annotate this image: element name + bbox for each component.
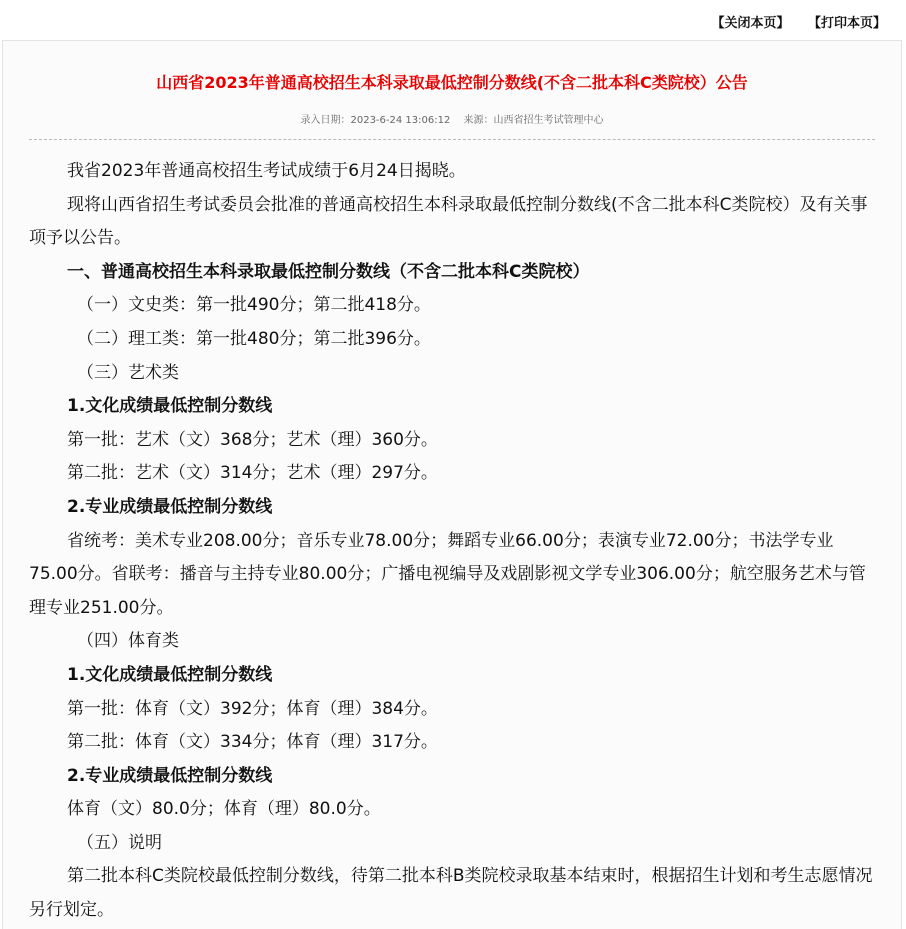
sports-major-scores: 体育（文）80.0分；体育（理）80.0分。	[67, 799, 381, 820]
title-divider	[29, 139, 875, 140]
paragraph-announcement: 现将山西省招生考试委员会批准的普通高校招生本科录取最低控制分数线(不含二批本科C类院校）及有关事项予以公告。	[29, 194, 868, 249]
article-meta	[3, 111, 901, 126]
sports-culture-batch2: 第二批：体育（文）334分；体育（理）317分。	[67, 732, 438, 753]
item-science: （二）理工类：第一批480分；第二批396分。	[77, 328, 431, 349]
close-page-link[interactable]: 【关闭本页】	[711, 16, 790, 31]
meta-source: 来源：山西省招生考试管理中心	[463, 115, 604, 126]
paragraph-intro: 我省2023年普通高校招生考试成绩于6月24日揭晓。	[67, 161, 466, 181]
article-frame	[2, 40, 902, 929]
top-links	[697, 12, 886, 31]
item-arts: （三）艺术类	[77, 362, 179, 383]
arts-culture-heading: 1.文化成绩最低控制分数线	[67, 396, 273, 417]
arts-culture-batch2: 第二批：艺术（文）314分；艺术（理）297分。	[67, 463, 438, 484]
article-title: 山西省2023年普通高校招生本科录取最低控制分数线(不含二批本科C类院校）公告	[156, 73, 748, 92]
arts-major-scores: 省统考：美术专业208.00分；音乐专业78.00分；舞蹈专业66.00分；表演专业72.00分；书法学专业75.00分。省联考：播音与主持专业80.00分；广播电视编导及戏剧影视文学专业306.00分；航空服务艺术与管理专业251.00分。	[29, 530, 866, 618]
sports-major-heading: 2.专业成绩最低控制分数线	[67, 765, 273, 786]
sports-culture-heading: 1.文化成绩最低控制分数线	[67, 664, 273, 685]
article-body	[29, 155, 875, 928]
item-sports: （四）体育类	[77, 631, 179, 652]
paragraph-note: 第二批本科C类院校最低控制分数线，待第二批本科B类院校录取基本结束时，根据招生计划和考生志愿情况另行划定。	[29, 866, 873, 921]
sports-culture-batch1: 第一批：体育（文）392分；体育（理）384分。	[67, 698, 438, 719]
top-toolbar	[0, 0, 906, 40]
arts-major-heading: 2.专业成绩最低控制分数线	[67, 496, 273, 517]
section-heading-1: 一、普通高校招生本科录取最低控制分数线（不含二批本科C类院校）	[67, 261, 590, 282]
item-liberal-arts: （一）文史类：第一批490分；第二批418分。	[77, 295, 431, 316]
print-page-link[interactable]: 【打印本页】	[807, 16, 886, 31]
item-notes: （五）说明	[77, 832, 162, 853]
arts-culture-batch1: 第一批：艺术（文）368分；艺术（理）360分。	[67, 429, 438, 450]
meta-date: 录入日期：2023-6-24 13:06:12	[300, 115, 451, 126]
